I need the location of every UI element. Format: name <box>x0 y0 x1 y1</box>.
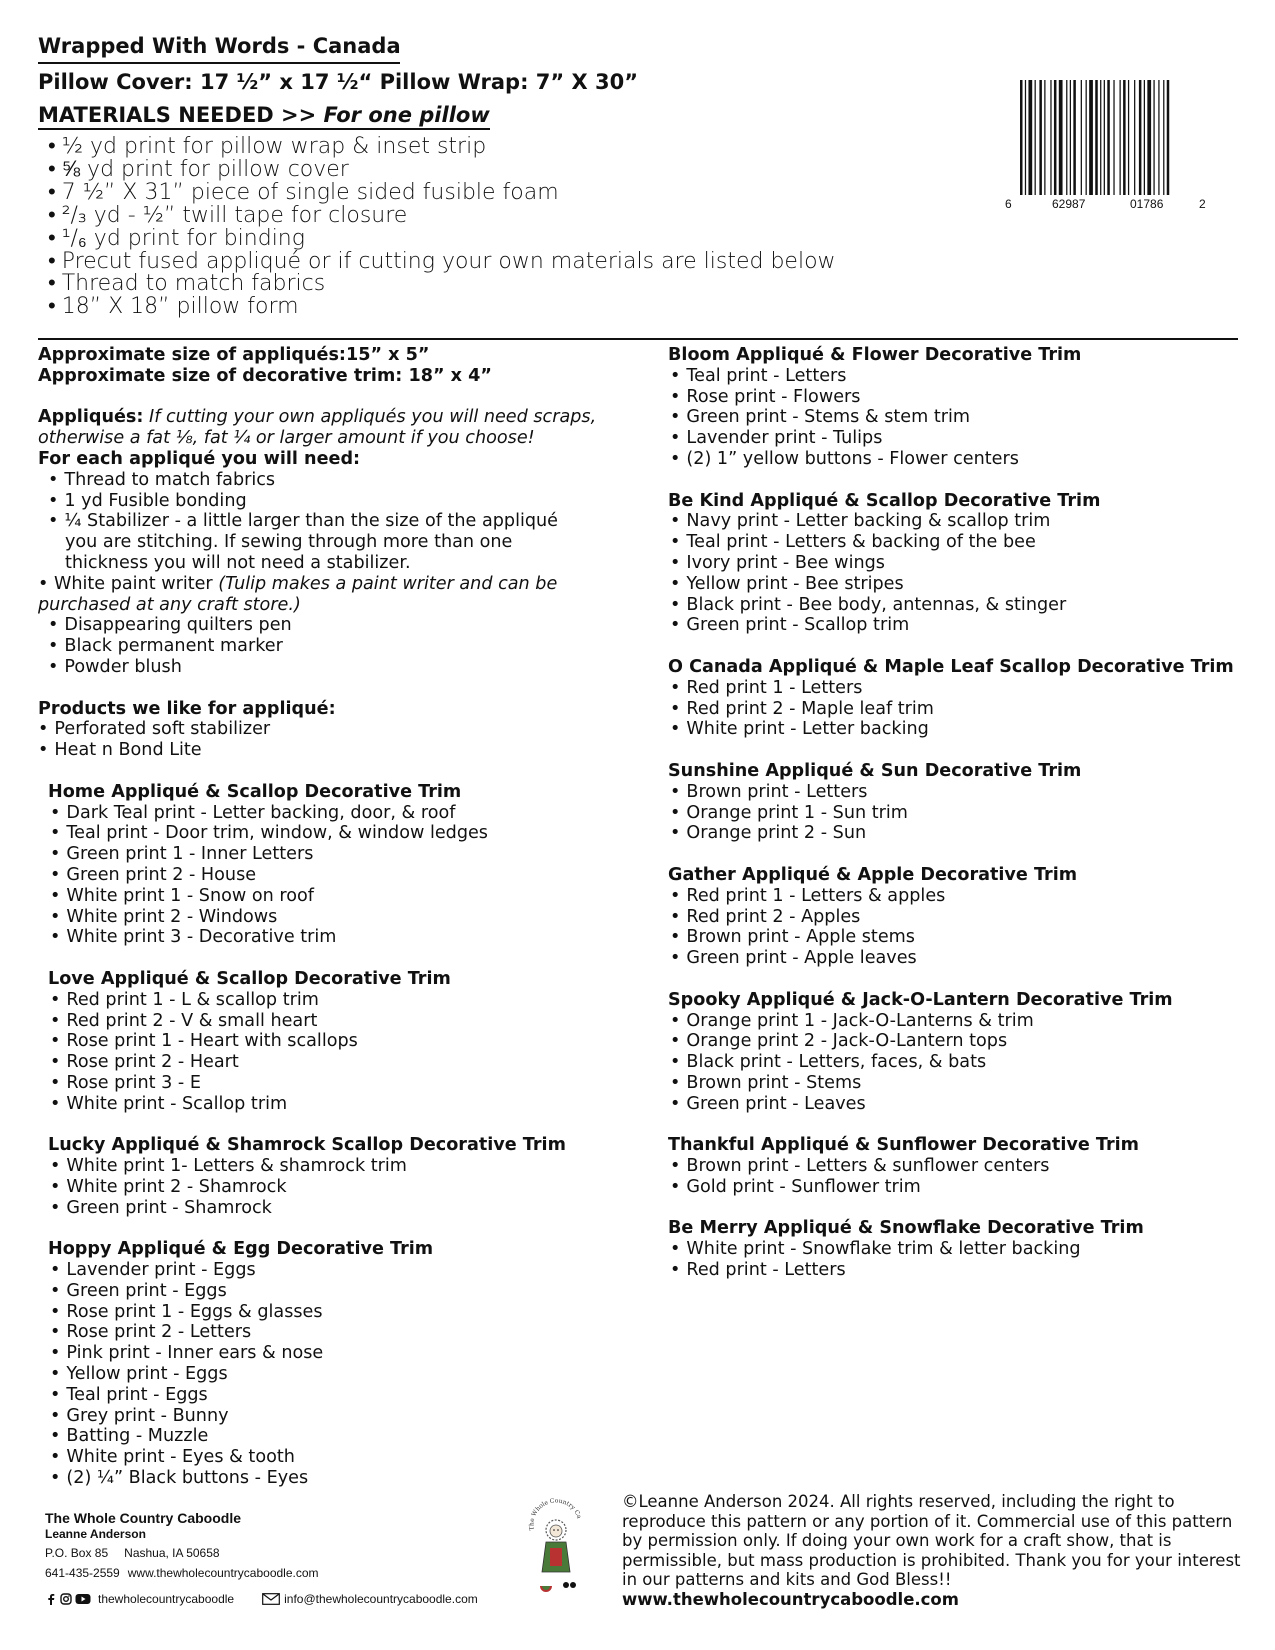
barcode-bar <box>1028 80 1032 195</box>
fabric-item: • Red print 1 - Letters & apples <box>668 886 1268 907</box>
fabric-item: • Teal print - Letters & backing of the bee <box>668 532 1268 553</box>
fabric-item: • Lavender print - Eggs <box>48 1260 638 1281</box>
barcode-bar <box>1086 80 1087 195</box>
fabric-list <box>668 1239 1268 1281</box>
fabric-item: • Navy print - Letter backing & scallop trim <box>668 511 1268 532</box>
list-item: • Powder blush <box>38 657 638 678</box>
fabric-section <box>668 990 1268 1115</box>
phone-web <box>45 1563 478 1583</box>
barcode-bar <box>1035 80 1036 195</box>
fabric-item: • White print 2 - Shamrock <box>48 1177 638 1198</box>
mail-icon <box>262 1593 280 1605</box>
fabric-item: • White print - Snowflake trim & letter backing <box>668 1239 1268 1260</box>
fabric-section <box>668 1218 1268 1280</box>
fabric-item: • White print - Scallop trim <box>48 1094 638 1115</box>
section-title: Be Merry Appliqué & Snowflake Decorative Trim <box>668 1218 1144 1239</box>
fabric-item: • Orange print 1 - Jack-O-Lanterns & trim <box>668 1011 1268 1032</box>
fabric-list <box>668 886 1268 969</box>
fabric-section <box>38 1135 638 1218</box>
person-name: Leanne Anderson <box>45 1527 146 1541</box>
barcode-bar <box>1020 80 1023 195</box>
list-item: • Perforated soft stabilizer <box>38 719 638 740</box>
fabric-item: • Green print - Stems & stem trim <box>668 407 1268 428</box>
fabric-item: • Yellow print - Eggs <box>48 1364 638 1385</box>
fabric-list <box>48 990 638 1115</box>
fabric-list <box>668 1156 1268 1198</box>
fabric-item: • Grey print - Bunny <box>48 1406 638 1427</box>
size-line: Pillow Cover: 17 ½” x 17 ½“ Pillow Wrap: 7” X 30” <box>38 70 639 94</box>
section-title: Bloom Appliqué & Flower Decorative Trim <box>668 345 1082 365</box>
fabric-item: • Batting - Muzzle <box>48 1426 638 1447</box>
products-heading: Products we like for appliqué: <box>38 698 336 719</box>
youtube-icon[interactable] <box>75 1593 91 1605</box>
barcode-bar <box>1070 80 1071 195</box>
appliques-note: Appliqués: If cutting your own appliqués you will need scraps, <box>38 407 597 428</box>
pattern-title: Wrapped With Words - Canada <box>38 34 401 58</box>
barcode-bar <box>1147 80 1151 195</box>
fabric-list <box>668 782 1268 844</box>
barcode-bar <box>1104 80 1105 195</box>
fabric-item: • Lavender print - Tulips <box>668 428 1268 449</box>
social-handle[interactable]: thewholecountrycaboodle <box>98 1592 235 1606</box>
barcode-bar <box>1095 80 1098 195</box>
barcode-bar <box>1163 80 1164 195</box>
section-title: Gather Appliqué & Apple Decorative Trim <box>668 864 1078 885</box>
fabric-item: • Rose print 3 - E <box>48 1073 638 1094</box>
left-sections <box>38 782 638 1489</box>
fabric-item: • Green print - Eggs <box>48 1281 638 1302</box>
section-title: O Canada Appliqué & Maple Leaf Scallop Decorative Trim <box>668 656 1234 677</box>
list-item: • Disappearing quilters pen <box>38 615 638 636</box>
fabric-section <box>38 782 638 948</box>
fabric-item: • Red print - Letters <box>668 1260 1268 1281</box>
fabric-list <box>48 1260 638 1489</box>
title-underline <box>38 62 400 64</box>
fabric-item: • (2) 1” yellow buttons - Flower centers <box>668 449 1268 470</box>
fabric-item: • Red print 2 - Apples <box>668 907 1268 928</box>
fabric-list <box>48 1156 638 1218</box>
barcode-digit-first: 6 <box>1005 197 1012 211</box>
fabric-item: • (2) ¼” Black buttons - Eyes <box>48 1468 638 1489</box>
list-item: • Heat n Bond Lite <box>38 740 638 761</box>
caboodle-logo <box>526 1490 586 1600</box>
company-name: The Whole Country Caboodle <box>45 1510 241 1526</box>
section-title: Hoppy Appliqué & Egg Decorative Trim <box>48 1239 434 1260</box>
fabric-list <box>668 511 1268 636</box>
trim-size: Approximate size of decorative trim: 18” x 4” <box>38 365 492 386</box>
barcode-group-2: 01786 <box>1130 197 1164 211</box>
barcode-bar <box>1050 80 1051 195</box>
materials-item: • ⅝ yd print for pillow cover <box>48 159 1218 182</box>
fabric-list <box>668 366 1268 470</box>
fabric-list <box>668 678 1268 740</box>
section-title: Thankful Appliqué & Sunflower Decorative Trim <box>668 1135 1139 1156</box>
fabric-item: • Red print 2 - V & small heart <box>48 1011 638 1032</box>
barcode-group-1: 62987 <box>1052 197 1086 211</box>
list-item: • 1 yd Fusible bonding <box>38 491 638 512</box>
fabric-item: • Rose print 2 - Letters <box>48 1322 638 1343</box>
fabric-item: • Orange print 2 - Sun <box>668 823 1268 844</box>
fabric-list <box>668 1011 1268 1115</box>
section-title: Spooky Appliqué & Jack-O-Lantern Decorative Trim <box>668 989 1173 1010</box>
fabric-item: • Ivory print - Bee wings <box>668 553 1268 574</box>
fabric-item: • Rose print 1 - Eggs & glasses <box>48 1302 638 1323</box>
barcode-bar <box>1113 80 1114 195</box>
section-divider <box>38 338 1238 340</box>
left-column <box>38 345 638 1510</box>
fabric-item: • Brown print - Letters & sunflower centers <box>668 1156 1268 1177</box>
barcode-bar <box>1066 80 1067 195</box>
facebook-icon[interactable] <box>45 1593 57 1605</box>
fabric-item: • Rose print 1 - Heart with scallops <box>48 1031 638 1052</box>
barcode-bar <box>1044 80 1045 195</box>
fabric-item: • Black print - Letters, faces, & bats <box>668 1052 1268 1073</box>
fabric-item: • Green print 2 - House <box>48 865 638 886</box>
barcode-bar <box>1153 80 1154 195</box>
fabric-section <box>38 1239 638 1489</box>
website-link[interactable]: www.thewholecountrycaboodle.com <box>127 1566 319 1580</box>
copyright-notice: ©Leanne Anderson 2024. All rights reserved, including the right to reproduce this pattern or any portion of it. Commercial use of this pattern by permission only. If doing your own work for a craft show, that is permissible, but mass production is prohibited. Thank you for your interest in our patterns and kits and God Bless!! www.thewholecountrycaboodle.com <box>622 1492 1241 1609</box>
barcode-bar <box>1158 80 1159 195</box>
each-applique-list <box>38 470 638 574</box>
barcode-bar <box>1059 80 1063 195</box>
barcode-bar <box>1025 80 1026 195</box>
barcode-bar <box>1089 80 1093 195</box>
fabric-item: • Orange print 2 - Jack-O-Lantern tops <box>668 1031 1268 1052</box>
fabric-section <box>668 657 1268 740</box>
materials-item: • 18” X 18” pillow form <box>48 296 1218 319</box>
contact-block <box>45 1510 478 1611</box>
fabric-section <box>668 345 1268 470</box>
barcode-bar <box>1123 80 1126 195</box>
fabric-item: • Dark Teal print - Letter backing, door, & roof <box>48 803 638 824</box>
section-title: Lucky Appliqué & Shamrock Scallop Decorative Trim <box>48 1135 566 1156</box>
social-row <box>45 1587 478 1611</box>
fabric-item: • Teal print - Letters <box>668 366 1268 387</box>
fabric-item: • White print 3 - Decorative trim <box>48 927 638 948</box>
section-title: Home Appliqué & Scallop Decorative Trim <box>48 781 462 802</box>
fabric-list <box>48 803 638 949</box>
section-title: Love Appliqué & Scallop Decorative Trim <box>48 968 451 989</box>
fabric-section <box>668 761 1268 844</box>
barcode-bar <box>1134 80 1135 195</box>
fabric-item: • Green print - Leaves <box>668 1094 1268 1115</box>
materials-item: • ½ yd print for pillow wrap & inset strip <box>48 136 1218 159</box>
right-sections <box>668 345 1268 1281</box>
paint-writer-item: • White paint writer (Tulip makes a paint writer and can be purchased at any craft store.) <box>38 573 558 615</box>
fabric-section <box>668 491 1268 637</box>
barcode-bar <box>1073 80 1076 195</box>
materials-item: • 7 ½” X 31” piece of single sided fusible foam <box>48 182 1218 205</box>
section-title: Sunshine Appliqué & Sun Decorative Trim <box>668 760 1082 781</box>
each-applique-list-2 <box>38 615 638 677</box>
fabric-item: • Rose print 2 - Heart <box>48 1052 638 1073</box>
fabric-item: • Orange print 1 - Sun trim <box>668 803 1268 824</box>
fabric-item: • Black print - Bee body, antennas, & stinger <box>668 595 1268 616</box>
instagram-icon[interactable] <box>60 1593 72 1605</box>
barcode <box>1018 80 1208 210</box>
materials-item: • ²/₃ yd - ½” twill tape for closure <box>48 205 1218 228</box>
barcode-bar <box>1139 80 1142 195</box>
fabric-item: • Red print 1 - Letters <box>668 678 1268 699</box>
barcode-bar <box>1100 80 1101 195</box>
fabric-item: • Green print - Scallop trim <box>668 615 1268 636</box>
fabric-item: • Brown print - Stems <box>668 1073 1268 1094</box>
applique-size: Approximate size of appliqués:15” x 5” <box>38 345 430 365</box>
fabric-item: • White print 1 - Snow on roof <box>48 886 638 907</box>
materials-item: • Thread to match fabrics <box>48 273 1218 296</box>
fabric-item: • Brown print - Letters <box>668 782 1268 803</box>
fabric-section <box>668 865 1268 969</box>
fabric-item: • Gold print - Sunflower trim <box>668 1177 1268 1198</box>
list-item: • Black permanent marker <box>38 636 638 657</box>
fabric-item: • Yellow print - Bee stripes <box>668 574 1268 595</box>
phone: 641-435-2559 <box>45 1566 120 1580</box>
fabric-item: • Red print 2 - Maple leaf trim <box>668 699 1268 720</box>
barcode-bar <box>1128 80 1129 195</box>
fabric-section <box>668 1135 1268 1197</box>
fabric-item: • Teal print - Door trim, window, & window ledges <box>48 823 638 844</box>
barcode-bar <box>1054 80 1057 195</box>
fabric-item: • White print 2 - Windows <box>48 907 638 928</box>
materials-heading: MATERIALS NEEDED >> For one pillow <box>38 102 490 130</box>
fabric-item: • Green print - Apple leaves <box>668 948 1268 969</box>
fabric-item: • Green print 1 - Inner Letters <box>48 844 638 865</box>
fabric-item: • White print - Letter backing <box>668 719 1268 740</box>
barcode-digit-last: 2 <box>1199 197 1206 211</box>
fabric-item: • White print - Eyes & tooth <box>48 1447 638 1468</box>
fabric-item: • White print 1- Letters & shamrock trim <box>48 1156 638 1177</box>
each-applique-heading: For each appliqué you will need: <box>38 448 361 469</box>
fabric-item: • Brown print - Apple stems <box>668 927 1268 948</box>
fabric-item: • Green print - Shamrock <box>48 1198 638 1219</box>
fabric-item: • Rose print - Flowers <box>668 387 1268 408</box>
appliques-note-2: otherwise a fat ⅛, fat ¼ or larger amount if you choose! <box>38 428 535 449</box>
fabric-section <box>38 969 638 1115</box>
barcode-bar <box>1107 80 1110 195</box>
svg-text:The Whole Country Caboodle: The Whole Country Ca <box>528 1497 583 1531</box>
address: P.O. Box 85 Nashua, IA 50658 <box>45 1546 220 1560</box>
fabric-item: • Teal print - Eggs <box>48 1385 638 1406</box>
email-link[interactable]: info@thewholecountrycaboodle.com <box>284 1592 478 1606</box>
section-title: Be Kind Appliqué & Scallop Decorative Trim <box>668 490 1101 511</box>
barcode-bar <box>1167 80 1170 195</box>
copyright-website-link[interactable]: www.thewholecountrycaboodle.com <box>622 1589 959 1609</box>
list-item: • Thread to match fabrics <box>38 470 638 491</box>
barcode-bar <box>1120 80 1121 195</box>
fabric-item: • Pink print - Inner ears & nose <box>48 1343 638 1364</box>
list-item: • ¼ Stabilizer - a little larger than the size of the appliqué you are stitching. If sewing through more than one thickness you will not need a stabilizer. <box>38 511 578 573</box>
materials-item: • ¹/₆ yd print for binding <box>48 228 1218 251</box>
fabric-item: • Red print 1 - L & scallop trim <box>48 990 638 1011</box>
barcode-bar <box>1039 80 1042 195</box>
barcode-bar <box>1144 80 1145 195</box>
barcode-bar <box>1081 80 1082 195</box>
right-column <box>668 345 1268 1302</box>
products-list <box>38 719 638 761</box>
materials-item: • Precut fused appliqué or if cutting your own materials are listed below <box>48 251 1218 274</box>
